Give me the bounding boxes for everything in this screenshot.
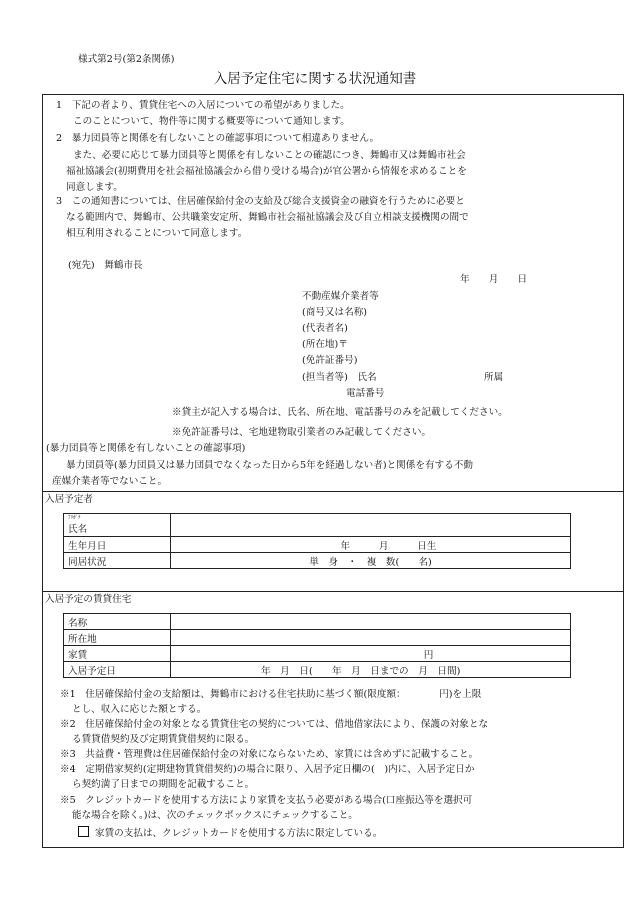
footnote-2-line-1: ※2 住居確保給付金の対象となる賃貸住宅の契約については、借地借家法により、保護の対象とな bbox=[60, 719, 489, 730]
move-in-field[interactable]: 年 月 日( 年 月 日までの 月 日間) bbox=[171, 662, 571, 678]
note-1-line-1: 1 下記の者より、賃貸住宅への入居についての希望がありました。 bbox=[56, 100, 350, 111]
document-title: 入居予定住宅に関する状況通知書 bbox=[213, 71, 417, 87]
agent-heading: 不動産媒介業者等 bbox=[302, 291, 379, 302]
agent-address: (所在地)〒 bbox=[302, 339, 348, 350]
rent-field[interactable]: 円 bbox=[171, 646, 571, 662]
rent-label: 家賃 bbox=[64, 646, 171, 662]
divider bbox=[42, 491, 624, 492]
furigana-label: ﾌﾘｶﾞﾅ bbox=[68, 515, 81, 521]
credit-card-checkbox-label: 家賃の支払は、クレジットカードを使用する方法に限定している。 bbox=[95, 828, 383, 839]
tenant-table bbox=[63, 513, 571, 569]
form-number: 様式第2号(第2条関係) bbox=[78, 54, 175, 65]
housing-name-label: 名称 bbox=[64, 614, 171, 630]
footnote-4-line-1: ※4 定期借家契約(定期建物賃貸借契約)の場合に限り、入居予定日欄の( )内に、入居予定日か bbox=[60, 764, 475, 775]
note-2-line-3: 福祉協議会(初期費用を社会福祉協議会から借り受ける場合)が官公署から情報を求めることを bbox=[66, 166, 467, 177]
note-1-line-2: このことについて、物件等に関する概要等について通知します。 bbox=[73, 116, 350, 127]
name-field[interactable] bbox=[171, 514, 571, 537]
agent-department: 所属 bbox=[484, 372, 504, 383]
table-row bbox=[64, 553, 571, 569]
table-row bbox=[64, 614, 571, 630]
note-2-line-1: 2 暴力団員等と関係を有しないことの確認事項について相違ありません。 bbox=[56, 133, 380, 144]
table-row bbox=[64, 630, 571, 646]
note-2-line-4: 同意します。 bbox=[66, 182, 123, 193]
agent-trade-name: (商号又は名称) bbox=[302, 307, 368, 318]
footnote-2-line-2: る賃貸借契約及び定期賃貸借契約に限る。 bbox=[72, 734, 255, 745]
divider bbox=[42, 591, 624, 592]
footnote-4-line-2: ら契約満了日までの期間を記載すること。 bbox=[72, 779, 255, 790]
date-line: 年 月 日 bbox=[460, 274, 528, 285]
agent-license: (免許証番号) bbox=[302, 355, 358, 366]
name-label: 氏名 bbox=[68, 524, 88, 535]
housing-address-label: 所在地 bbox=[64, 630, 171, 646]
move-in-label: 入居予定日 bbox=[64, 662, 171, 678]
table-row bbox=[64, 537, 571, 553]
credit-card-checkbox-row bbox=[78, 826, 382, 839]
agent-representative: (代表者名) bbox=[302, 323, 348, 334]
agent-note-1: ※貸主が記入する場合は、氏名、所在地、電話番号のみを記載してください。 bbox=[172, 407, 508, 418]
footnote-5-line-1: ※5 クレジットカードを使用する方法により家賃を支払う必要がある場合(口座振込等を選択可 bbox=[60, 795, 473, 806]
household-label: 同居状況 bbox=[64, 553, 171, 569]
note-3-line-2: なる範囲内で、舞鶴市、公共職業安定所、舞鶴市社会福祉協議会及び自立相談支援機関の間で bbox=[66, 212, 469, 223]
agent-contact-person: (担当者等) 氏名 bbox=[302, 372, 377, 383]
note-3-line-3: 相互利用されることについて同意します。 bbox=[66, 228, 248, 239]
dob-label: 生年月日 bbox=[64, 537, 171, 553]
footnote-5-line-2: 能な場合を除く。)は、次のチェックボックスにチェックすること。 bbox=[72, 810, 358, 821]
agent-phone: 電話番号 bbox=[346, 388, 385, 399]
table-row bbox=[64, 662, 571, 678]
confirmation-line-2: 産媒介業者等でないこと。 bbox=[52, 476, 168, 487]
housing-section-label: 入居予定の賃貸住宅 bbox=[45, 594, 132, 605]
housing-table bbox=[63, 613, 571, 678]
note-3-line-1: 3 この通知書については、住居確保給付金の支給及び総合支援資金の融資を行うために必要と bbox=[56, 196, 465, 207]
note-2-line-2: また、必要に応じて暴力団員等と関係を有しないことの確認につき、舞鶴市又は舞鶴市社会 bbox=[73, 150, 466, 161]
table-row bbox=[64, 646, 571, 662]
confirmation-heading: (暴力団員等と関係を有しないことの確認事項) bbox=[46, 443, 246, 454]
housing-name-field[interactable] bbox=[171, 614, 571, 630]
dob-field[interactable]: 年 月 日生 bbox=[171, 537, 571, 553]
credit-card-checkbox[interactable] bbox=[78, 826, 89, 837]
addressee: (宛先) 舞鶴市長 bbox=[68, 260, 143, 271]
table-row bbox=[64, 514, 571, 537]
footnote-1-line-1: ※1 住居確保給付金の支給額は、舞鶴市における住宅扶助に基づく額(限度額： 円)を上限 bbox=[60, 689, 482, 700]
confirmation-line-1: 暴力団員等(暴力団員又は暴力団員でなくなった日から5年を経過しない者)と関係を有する不動 bbox=[66, 460, 473, 471]
agent-note-2: ※免許証番号は、宅地建物取引業者のみ記載してください。 bbox=[172, 427, 432, 438]
household-field[interactable]: 単 身 ・ 複 数( 名) bbox=[171, 553, 571, 569]
footnote-1-line-2: とし、収入に応じた額とする。 bbox=[72, 704, 207, 715]
footnote-3: ※3 共益費・管理費は住居確保給付金の対象にならないため、家賃には含めずに記載すること。 bbox=[60, 749, 479, 760]
housing-address-field[interactable] bbox=[171, 630, 571, 646]
tenant-section-label: 入居予定者 bbox=[45, 494, 93, 505]
name-label-cell bbox=[64, 514, 171, 537]
